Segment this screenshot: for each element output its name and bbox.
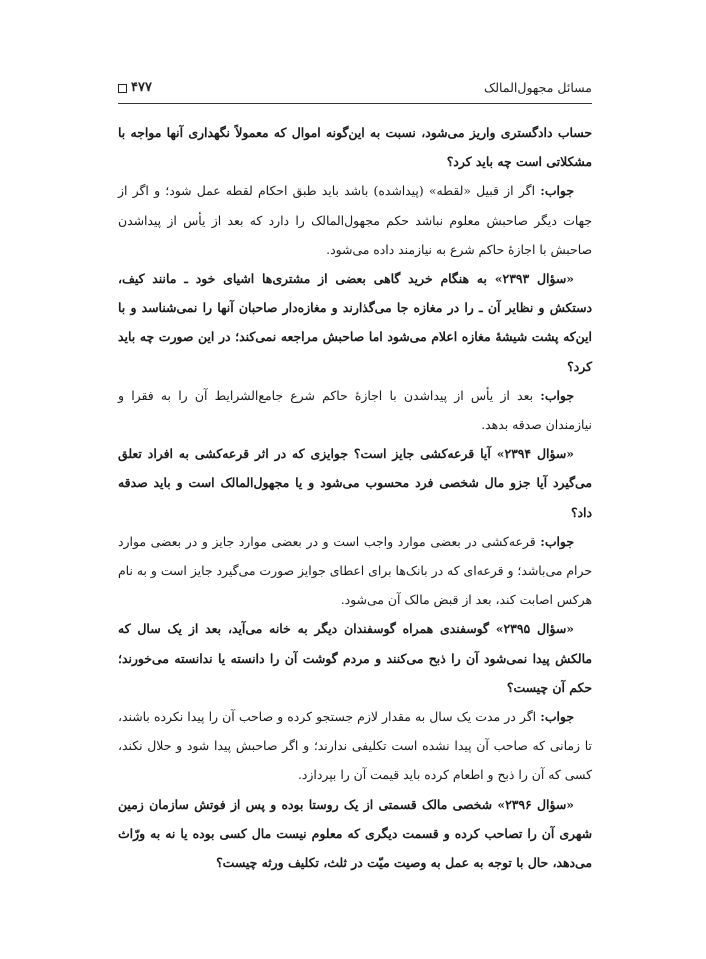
answer-paragraph [118, 702, 592, 790]
page-number-block [118, 78, 152, 98]
page-marker-box-icon [118, 84, 127, 93]
question-paragraph [118, 790, 592, 878]
question-paragraph [118, 614, 592, 702]
answer-label: جواب: [540, 709, 574, 725]
question-continuation: حساب دادگستری واریز می‌شود، نسبت به این‌گونه اموال که معمولاً نگهداری آنها مواجه با مشکلاتی است چه باید کرد؟ [118, 125, 592, 170]
page-header [118, 78, 592, 100]
answer-label: جواب: [540, 183, 574, 199]
header-rule [118, 103, 592, 104]
question-text: شخصی مالک قسمتی از یک روستا بوده و پس از فوتش سازمان زمین شهری آن را تصاحب کرده و قسمت دیگری که معلوم نیست مال کسی بوده یا نه به ورّاث می‌دهد، حال با توجه به عمل به وصیت میّت در ثلث، تکلیف ورثه چیست؟ [118, 796, 592, 871]
question-text: آیا قرعه‌کشی جایز است؟ جوایزی که در اثر قرعه‌کشی به افراد تعلق می‌گیرد آیا جزو مال شخصی فرد محسوب می‌شود و یا مجهول‌المالک است و باید صدقه داد؟ [118, 446, 592, 520]
question-text: گوسفندی همراه گوسفندان دیگر به خانه می‌آید، بعد از یک سال که مالکش پیدا نمی‌شود آن را ذبح می‌کنند و مردم گوشت آن را دانسته یا ندانسته می‌خورند؛ حکم آن چیست؟ [118, 621, 592, 695]
question-text: به هنگام خرید گاهی بعضی از مشتری‌ها اشیای خود ـ مانند کیف، دستکش و نظایر آن ـ را در مغازه جا می‌گذارند و مغازه‌دار صاحبان آنها را نمی‌شناسد و با این‌که پشت شیشهٔ مغازه اعلام می‌شود اما صاحبش مراجعه نمی‌کند؛ در این صورت چه باید کرد؟ [118, 271, 592, 374]
page-body [118, 118, 592, 877]
question-number: «سؤال ۲۳۹۳» [494, 271, 574, 287]
answer-label: جواب: [540, 533, 574, 549]
running-title: مسائل مجهول‌المالک [484, 80, 592, 95]
page-number: ۴۷۷ [131, 80, 152, 95]
question-number: «سؤال ۲۳۹۴» [496, 446, 574, 462]
question-paragraph [118, 439, 592, 527]
answer-paragraph [118, 527, 592, 615]
question-number: «سؤال ۲۳۹۵» [495, 621, 574, 637]
answer-paragraph [118, 176, 592, 264]
answer-text: قرعه‌کشی در بعضی موارد واجب است و در بعضی موارد جایز و در بعضی موارد حرام می‌باشد؛ و قرعه‌ای که در بانک‌ها برای اعطای جوایز صورت می‌گیرد جایز است و به نام هرکس اصابت کند، بعد از قبض مالک آن می‌شود. [118, 533, 592, 608]
question-paragraph [118, 264, 592, 381]
answer-paragraph [118, 381, 592, 439]
answer-text: بعد از یأس از پیداشدن با اجازهٔ حاکم شرع جامع‌الشرایط آن را به فقرا و نیازمندان صدقه بدهد. [118, 387, 592, 433]
answer-label: جواب: [540, 387, 574, 403]
answer-text: اگر از قبیل «لقطه» (پیداشده) باشد باید طبق احکام لقطه عمل شود؛ و اگر از جهات دیگر صاحبش معلوم نباشد حکم مجهول‌المالک را دارد که بعد از یأس از پیداشدن صاحبش با اجازهٔ حاکم شرع به نیازمند داده می‌شود. [118, 183, 592, 257]
answer-text: اگر در مدت یک سال به مقدار لازم جستجو کرده و صاحب آن را پیدا نکرده باشند، تا زمانی که صاحب آن پیدا نشده است تکلیفی ندارند؛ و اگر صاحبش پیدا شود و حلال نکند، کسی که آن را ذبح و اطعام کرده باید قیمت آن را بپردازد. [118, 709, 592, 783]
question-number: «سؤال ۲۳۹۶» [497, 796, 574, 812]
